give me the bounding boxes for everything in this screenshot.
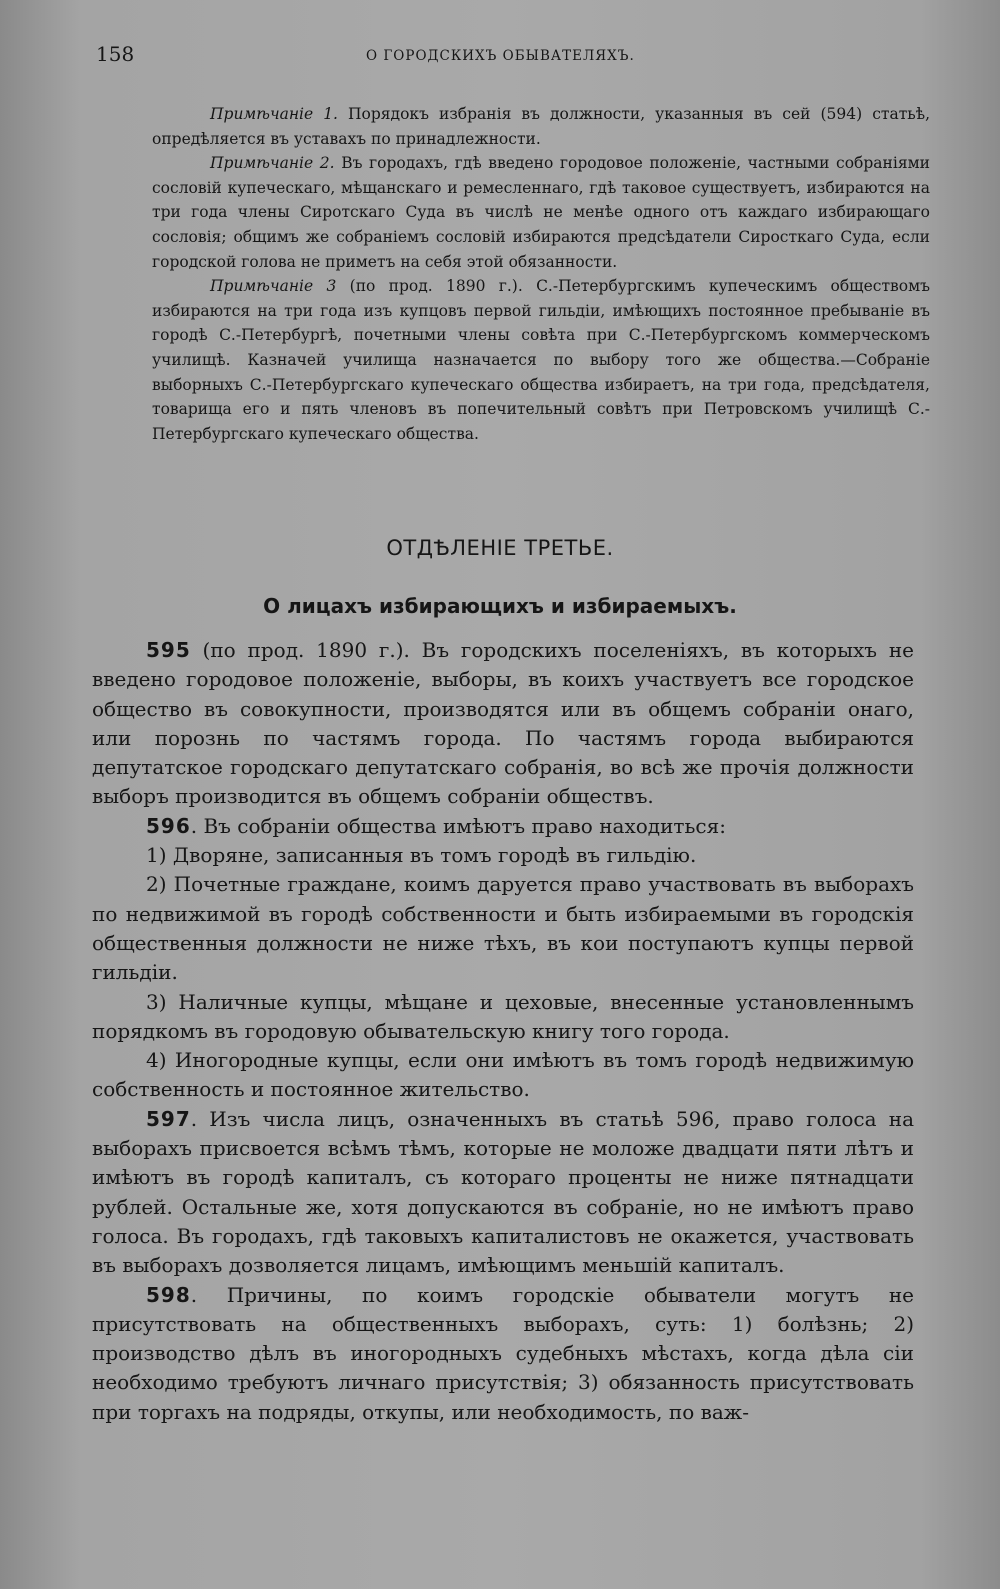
article-597 [92,1105,914,1281]
note-text: Порядокъ избранія въ должности, указанныя въ сей (594) статьѣ, опредѣляется въ уставахъ по принадлежности. [152,105,930,148]
list-item: 2) Почетные граждане, коимъ даруется право участвовать въ выборахъ по недвижимой въ городѣ собственности и быть избираемыми въ городскія общественныя должности не ниже тѣхъ, въ кои поступаютъ купцы первой гильдіи. [92,872,914,985]
page-header [96,42,856,72]
note-text: (по прод. 1890 г.). С.-Петербургскимъ купеческимъ обществомъ избираются на три года изъ купцовъ первой гильдіи, имѣющихъ постоянное пребываніе въ городѣ С.-Петербургѣ, почетными члены совѣта при С.-Петербургскомъ коммерческомъ училищѣ. Казначей училища назначается по выбору того же общества.—Собраніе выборныхъ С.-Петербургскаго купеческаго общества избираетъ, на три года, предсѣдателя, товарища его и пять членовъ въ попечительный совѣтъ при Петровскомъ училищѣ С.-Петербургскаго купеческаго общества. [152,277,931,443]
notes-block [152,102,930,446]
note-3 [152,274,930,446]
article-596 [92,812,914,841]
article-text: . Причины, по коимъ городскіе обыватели могутъ не присутствовать на общественныхъ выборахъ, суть: 1) болѣзнь; 2) производство дѣлъ въ иногородныхъ судебныхъ мѣстахъ, когда дѣла сіи необходимо требуютъ личнаго присутствія; 3) обязанность присутствовать при торгахъ на подряды, откупы, или необходимость, по важ- [92,1282,914,1424]
list-item: 4) Иногородные купцы, если они имѣютъ въ томъ городѣ недвижимую собственность и постоянное жительство. [92,1048,914,1102]
running-head: О ГОРОДСКИХЪ ОБЫВАТЕЛЯХЪ. [366,48,635,64]
article-598 [92,1281,914,1427]
note-1 [152,102,930,151]
note-label: Примѣчаніе 2. [210,154,335,173]
note-2 [152,151,930,274]
note-label: Примѣчаніе 3 [210,277,337,296]
article-number: 598 [146,1282,191,1307]
article-number: 596 [146,813,191,838]
article-text: (по прод. 1890 г.). Въ городскихъ поселеніяхъ, въ которыхъ не введено городовое положеніе, выборы, въ коихъ участвуетъ все городское общество въ совокупности, производятся или въ общемъ собраніи онаго, или порознь по частямъ города. По частямъ города выбираются депутатское городскаго депутатскаго собранія, во всѣ же прочія должности выборъ производится въ общемъ собраніи обществъ. [92,638,914,809]
article-text: . Въ собраніи общества имѣютъ право находиться: [190,813,726,838]
article-595 [92,636,914,812]
page-number: 158 [96,42,135,66]
list-item: 3) Наличные купцы, мѣщане и цеховые, внесенные установленнымъ порядкомъ въ городовую обывательскую книгу того города. [92,989,914,1043]
list-item: 1) Дворяне, записанныя въ томъ городѣ въ гильдію. [146,843,697,868]
article-number: 597 [146,1106,191,1131]
section-title: ОТДѢЛЕНІЕ ТРЕТЬЕ. [386,536,614,560]
articles-body [92,636,914,1427]
article-text: . Изъ числа лицъ, означенныхъ въ статьѣ 596, право голоса на выборахъ присвоется всѣмъ тѣмъ, которые не моложе двадцати пяти лѣтъ и имѣютъ въ городѣ капиталъ, съ котораго проценты не ниже пятнадцати рублей. Остальные же, хотя допускаются въ собраніе, но не имѣютъ право голоса. Въ городахъ, гдѣ таковыхъ капиталистовъ не окажется, участвовать въ выборахъ дозволяется лицамъ, имѣющимъ меньшій капиталъ. [92,1106,914,1278]
section-subtitle: О лицахъ избирающихъ и избираемыхъ. [263,594,737,618]
article-number: 595 [146,638,191,662]
note-label: Примѣчаніе 1. [210,105,338,123]
note-text: Въ городахъ, гдѣ введено городовое положеніе, частными собраніями сословій купеческаго, мѣщанскаго и ремесленнаго, гдѣ таковое существуетъ, избираются на три года члены Сиротскаго Суда въ числѣ не менѣе одного отъ каждаго избирающаго сословія; общимъ же собраніемъ сословій избираются предсѣдатели Сиросткаго Суда, если городской голова не приметъ на себя этой обязанности. [152,154,930,271]
